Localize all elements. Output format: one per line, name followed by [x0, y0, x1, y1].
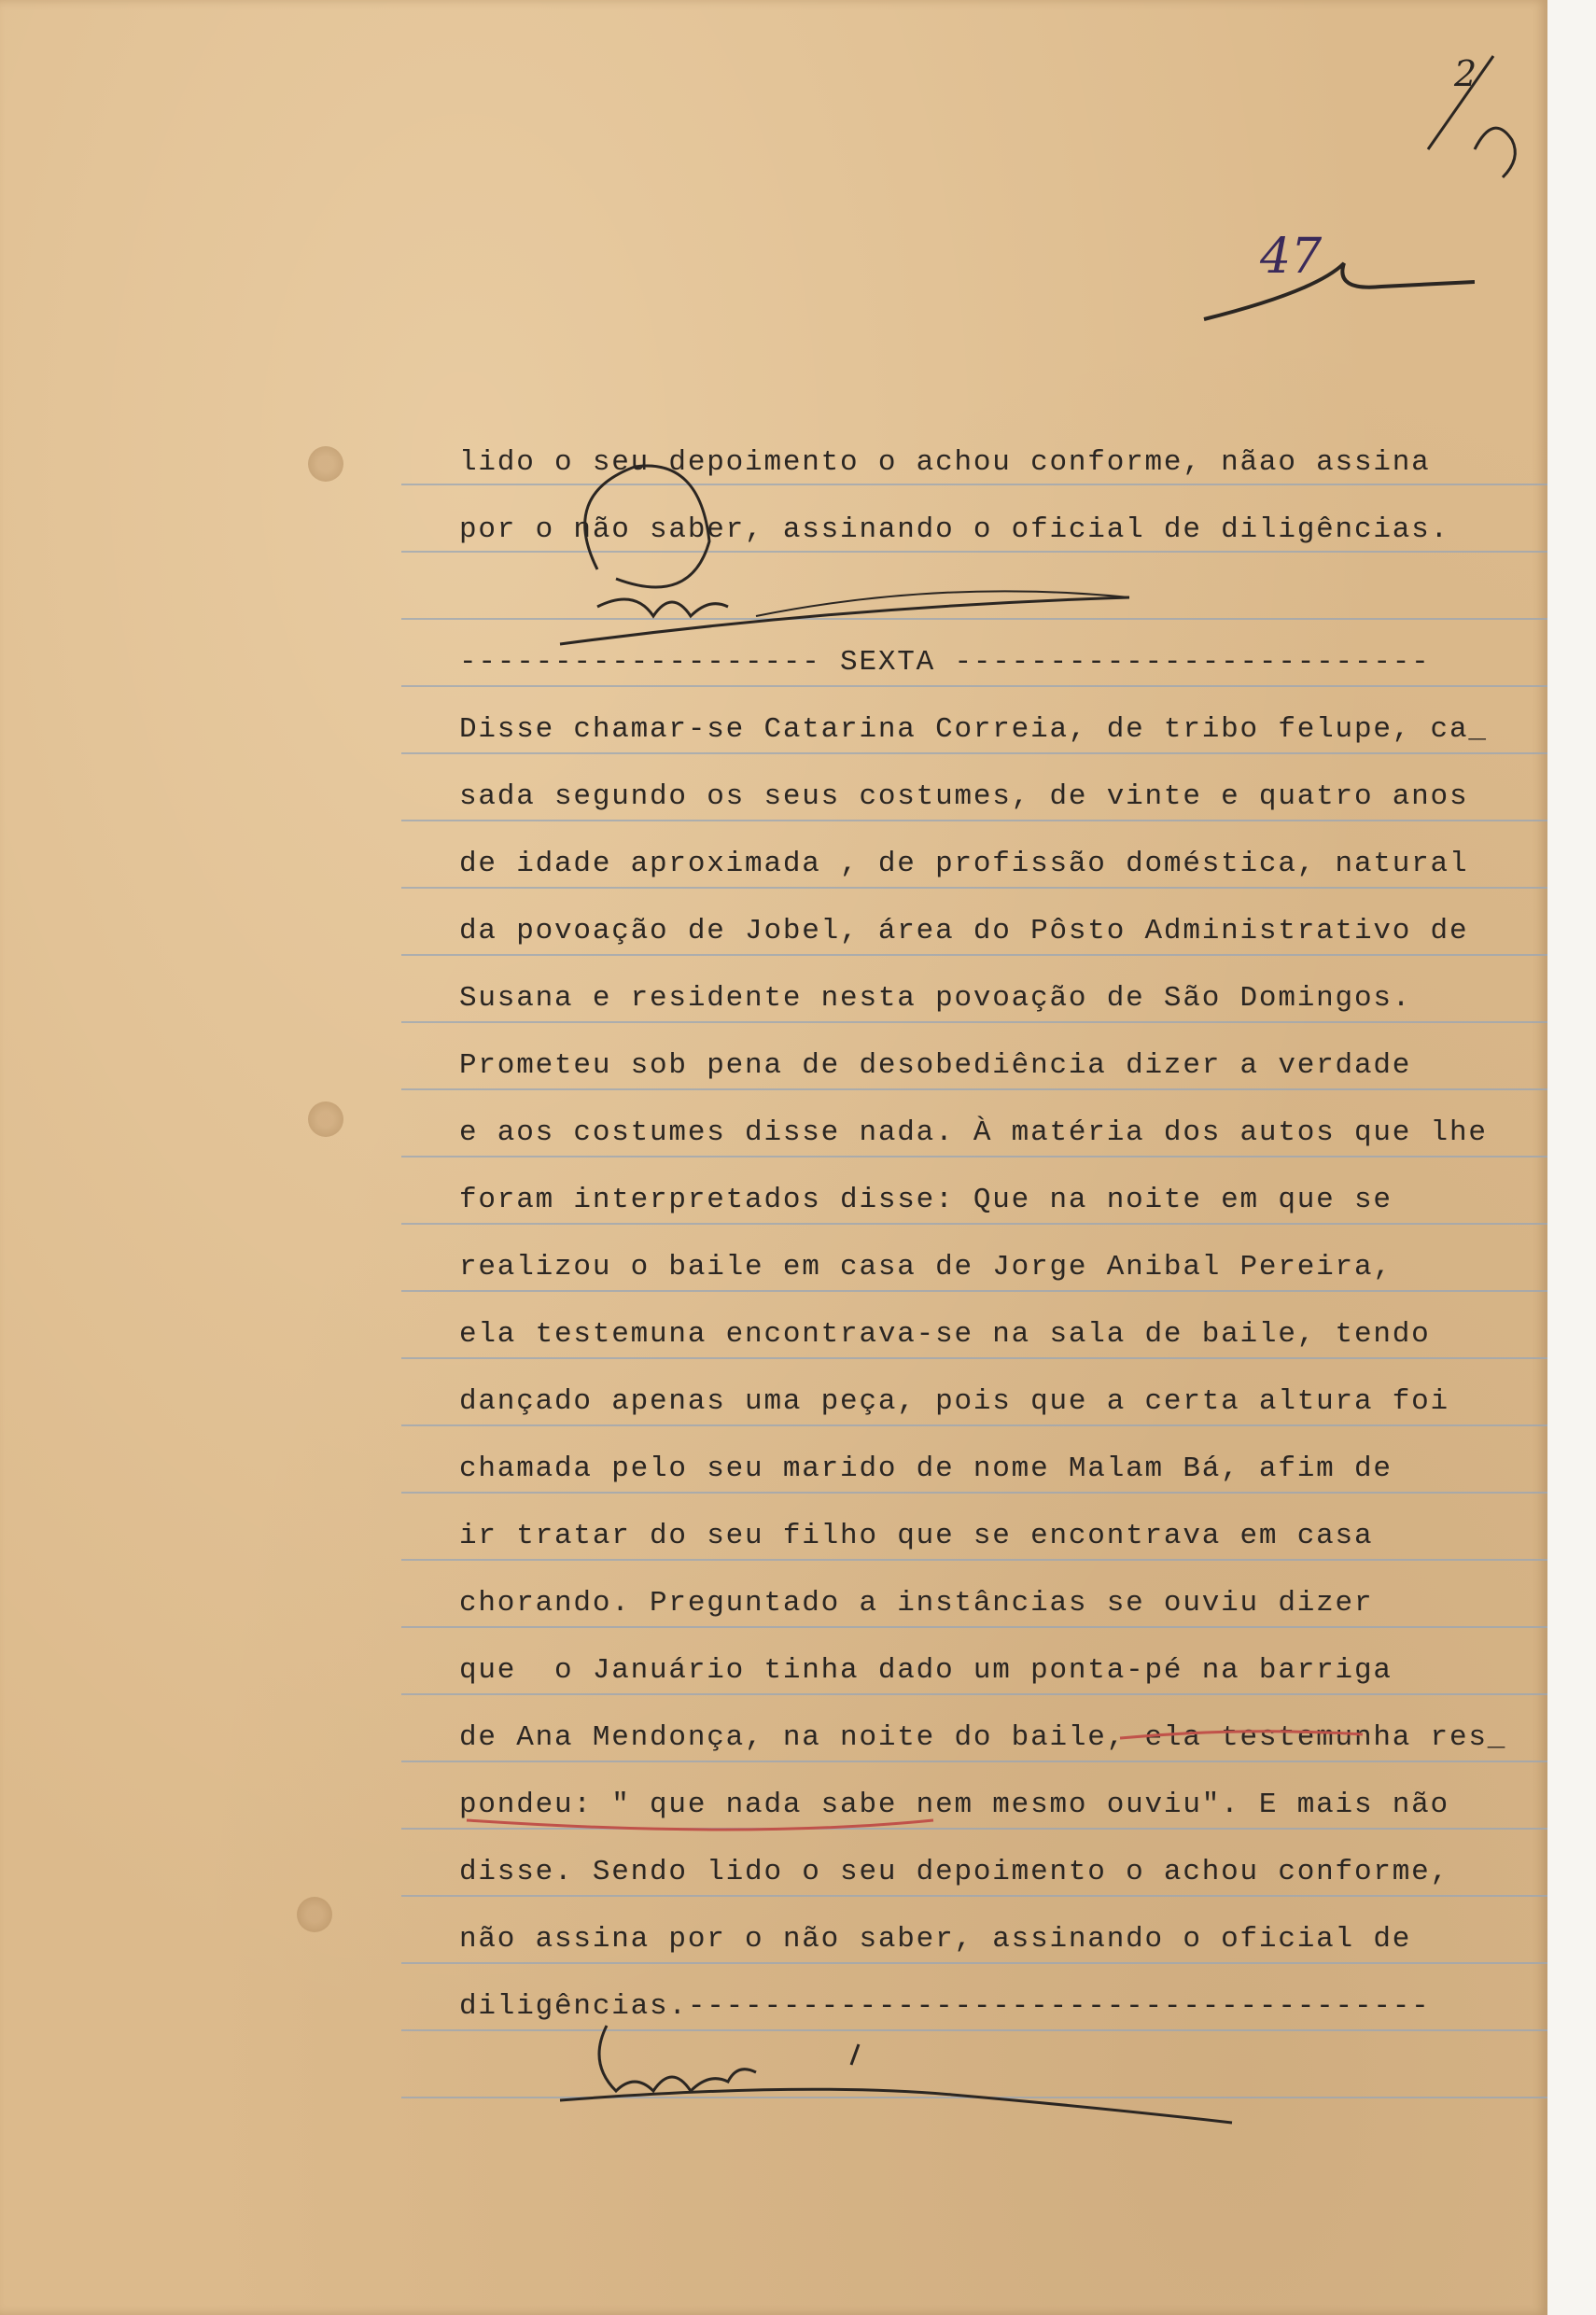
punch-hole	[297, 1897, 332, 1932]
text-line-2: por o não saber, assinando o oficial de diligências.	[459, 513, 1449, 546]
scan-margin	[1547, 0, 1596, 2315]
section-heading-sexta: ------------------- SEXTA -------------------------	[459, 646, 1431, 679]
ruled-line	[401, 1492, 1547, 1494]
folio-mark	[1419, 47, 1531, 187]
red-pencil-underline	[448, 1680, 1475, 1848]
text-line-8: Prometeu sob pena de desobediência dizer a verdade	[459, 1049, 1412, 1082]
ruled-line	[401, 1156, 1547, 1158]
text-line-17: que o Januário tinha dado um ponta-pé na barriga	[459, 1654, 1393, 1687]
text-line-12: ela testemuna encontrava-se na sala de baile, tendo	[459, 1318, 1431, 1351]
text-line-7: Susana e residente nesta povoação de São Domingos.	[459, 982, 1412, 1015]
text-line-20: disse. Sendo lido o seu depoimento o achou conforme,	[459, 1856, 1449, 1888]
text-line-21: não assina por o não saber, assinando o oficial de	[459, 1923, 1412, 1956]
ruled-line	[401, 887, 1547, 889]
text-line-13: dançado apenas uma peça, pois que a certa altura foi	[459, 1385, 1449, 1418]
text-line-22: diligências.---------------------------------------	[459, 1990, 1431, 2023]
text-line-3: Disse chamar-se Catarina Correia, de tribo felupe, ca_	[459, 713, 1488, 746]
text-line-16: chorando. Preguntado a instâncias se ouviu dizer	[459, 1587, 1374, 1620]
ruled-line	[401, 1223, 1547, 1225]
punch-hole	[308, 1101, 343, 1137]
page-number: 47	[1260, 229, 1323, 285]
text-line-14: chamada pelo seu marido de nome Malam Bá, afim de	[459, 1452, 1393, 1485]
text-line-1: lido o seu depoimento o achou conforme, nãao assina	[459, 446, 1431, 479]
ruled-line	[401, 1626, 1547, 1628]
ruled-line	[401, 752, 1547, 754]
text-line-18: de Ana Mendonça, na noite do baile, ela testemunha res_	[459, 1721, 1507, 1754]
ruled-line	[401, 1088, 1547, 1090]
text-line-5: de idade aproximada , de profissão doméstica, natural	[459, 848, 1469, 880]
ruled-line	[401, 1290, 1547, 1292]
ruled-line	[401, 1895, 1547, 1897]
text-line-9: e aos costumes disse nada. À matéria dos autos que lhe	[459, 1116, 1488, 1149]
text-line-10: foram interpretados disse: Que na noite em que se	[459, 1184, 1393, 1216]
signature-2	[523, 1998, 1269, 2147]
ruled-line	[401, 1559, 1547, 1561]
ruled-line	[401, 685, 1547, 687]
ruled-line	[401, 1962, 1547, 1964]
text-line-11: realizou o baile em casa de Jorge Anibal Pereira,	[459, 1251, 1393, 1284]
text-line-4: sada segundo os seus costumes, de vinte e quatro anos	[459, 780, 1469, 813]
folio-number: 2	[1454, 53, 1477, 94]
text-line-15: ir tratar do seu filho que se encontrava em casa	[459, 1520, 1374, 1552]
text-line-19: pondeu: " que nada sabe nem mesmo ouviu". E mais não	[459, 1789, 1449, 1821]
ruled-line	[401, 820, 1547, 821]
ruled-line	[401, 1424, 1547, 1426]
text-line-6: da povoação de Jobel, área do Pôsto Administrativo de	[459, 915, 1469, 947]
ruled-line	[401, 1021, 1547, 1023]
ruled-line	[401, 1357, 1547, 1359]
punch-hole	[308, 446, 343, 482]
signature-1	[523, 457, 1176, 672]
page-number-mark	[1195, 215, 1475, 336]
ruled-line	[401, 954, 1547, 956]
